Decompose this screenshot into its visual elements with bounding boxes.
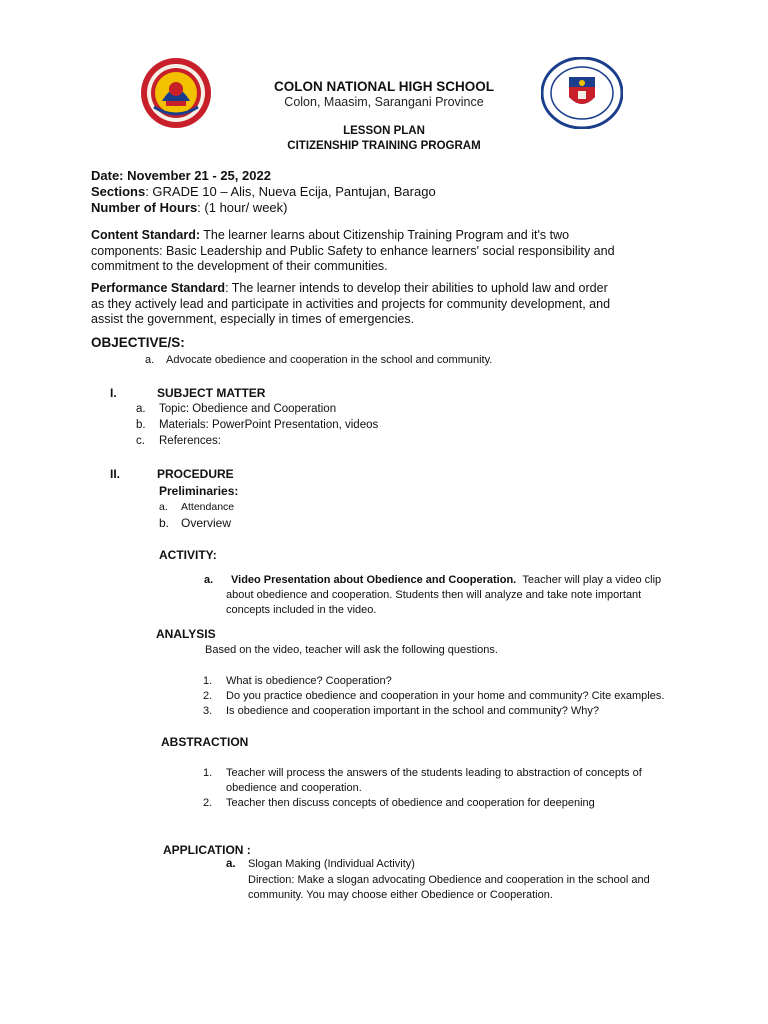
application-marker: a.	[226, 858, 236, 870]
subject-matter-heading: SUBJECT MATTER	[157, 386, 266, 400]
hours-value: : (1 hour/ week)	[197, 200, 288, 215]
subject-item-materials: Materials: PowerPoint Presentation, videos	[159, 419, 379, 431]
application-title: Slogan Making (Individual Activity)	[248, 858, 415, 870]
activity-line2: about obedience and cooperation. Students then will analyze and take note important	[226, 589, 642, 601]
analysis-intro: Based on the video, teacher will ask the following questions.	[205, 644, 498, 656]
hours-label: Number of Hours	[91, 200, 198, 215]
application-line1: Direction: Make a slogan advocating Obedience and cooperation in the school and	[248, 874, 650, 886]
analysis-question: What is obedience? Cooperation?	[226, 675, 392, 687]
subject-item-marker: c.	[136, 435, 145, 447]
activity-title: Video Presentation about Obedience and Cooperation.	[231, 574, 517, 586]
procedure-heading: PROCEDURE	[157, 467, 234, 481]
activity-line1	[231, 574, 661, 586]
application-line2: community. You may choose either Obedience or Cooperation.	[248, 889, 553, 901]
performance-standard-line2: as they actively lead and participate in activities and projects for community development, and	[91, 297, 611, 311]
content-standard-label: Content Standard:	[91, 228, 201, 242]
subject-item-topic: Topic: Obedience and Cooperation	[159, 403, 337, 415]
abstraction-item1-line2: obedience and cooperation.	[226, 782, 362, 794]
content-standard-text1: The learner learns about Citizenship Training Program and it's two	[200, 228, 570, 242]
school-address: Colon, Maasim, Sarangani Province	[284, 95, 484, 109]
subject-item-references: References:	[159, 435, 222, 447]
sections-value: : GRADE 10 – Alis, Nueva Ecija, Pantujan, Barago	[145, 184, 436, 199]
objective-text: Advocate obedience and cooperation in the school and community.	[166, 354, 493, 366]
abstraction-marker: 1.	[203, 767, 213, 779]
analysis-heading: ANALYSIS	[156, 627, 216, 641]
activity-line3: concepts included in the video.	[226, 604, 377, 616]
hours-line	[91, 200, 288, 215]
subject-item-marker: b.	[136, 419, 146, 431]
lesson-date: Date: November 21 - 25, 2022	[91, 168, 271, 183]
abstraction-marker: 2.	[203, 797, 213, 809]
analysis-marker: 2.	[203, 690, 213, 702]
abstraction-heading: ABSTRACTION	[161, 735, 249, 749]
analysis-marker: 3.	[203, 705, 213, 717]
content-standard-line3: commitment to the development of their communities.	[91, 259, 388, 273]
performance-standard-line1	[91, 281, 608, 295]
activity-marker: a.	[204, 574, 214, 586]
school-name: COLON NATIONAL HIGH SCHOOL	[274, 79, 494, 94]
procedure-numeral: II.	[110, 467, 121, 481]
sections-label: Sections	[91, 184, 146, 199]
objective-marker: a.	[145, 354, 155, 366]
activity-heading: ACTIVITY:	[159, 548, 217, 562]
preliminaries-heading: Preliminaries:	[159, 484, 239, 498]
abstraction-item1-line1: Teacher will process the answers of the students leading to abstraction of concepts of	[226, 767, 642, 779]
subject-matter-numeral: I.	[110, 386, 117, 400]
sections-line	[91, 184, 436, 199]
performance-standard-line3: assist the government, especially in times of emergencies.	[91, 312, 415, 326]
document-type: LESSON PLAN	[343, 125, 425, 137]
program-title: CITIZENSHIP TRAINING PROGRAM	[287, 140, 481, 152]
analysis-question: Is obedience and cooperation important in the school and community? Why?	[226, 705, 599, 717]
prelim-attendance: Attendance	[181, 501, 235, 513]
objectives-heading: OBJECTIVE/S:	[91, 335, 185, 350]
prelim-marker: a.	[159, 501, 168, 513]
performance-standard-label: Performance Standard	[91, 281, 226, 295]
analysis-question: Do you practice obedience and cooperation in your home and community? Cite examples.	[226, 690, 665, 702]
prelim-marker: b.	[159, 516, 170, 530]
activity-text1: Teacher will play a video clip	[522, 574, 662, 586]
subject-item-marker: a.	[136, 403, 146, 415]
analysis-marker: 1.	[203, 675, 213, 687]
application-heading: APPLICATION :	[163, 843, 251, 857]
abstraction-item2: Teacher then discuss concepts of obedience and cooperation for deepening	[226, 797, 595, 809]
performance-standard-text1: : The learner intends to develop their abilities to uphold law and order	[225, 281, 608, 295]
content-standard-line1	[91, 228, 569, 242]
prelim-overview: Overview	[181, 516, 232, 530]
content-standard-line2: components: Basic Leadership and Public Safety to enhance learners' social responsibility and	[91, 244, 615, 258]
